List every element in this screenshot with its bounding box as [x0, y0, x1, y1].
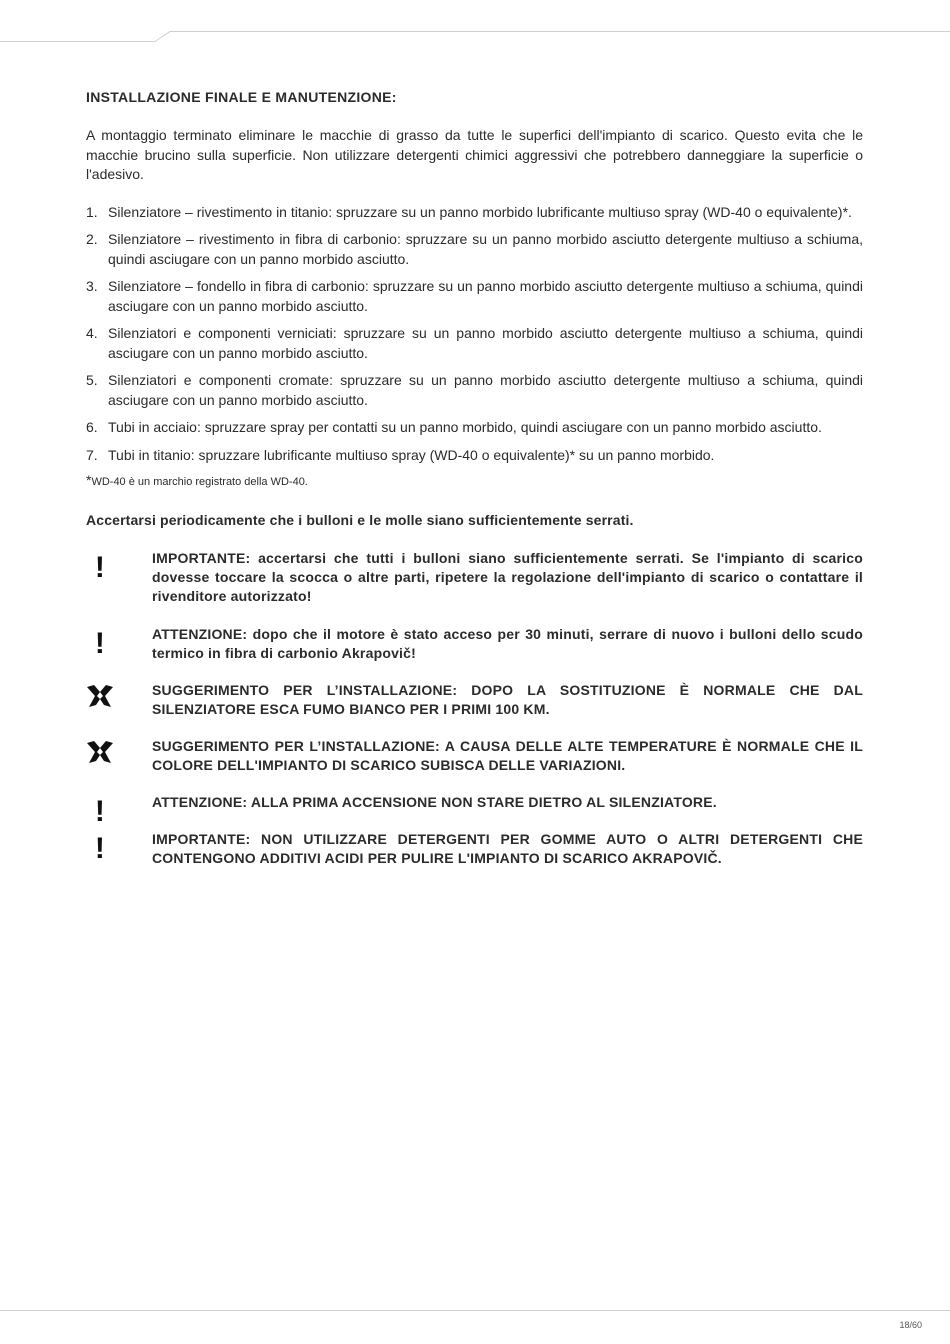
notice-important	[86, 549, 863, 606]
intro-paragraph: A montaggio terminato eliminare le macchie di grasso da tutte le superfici dell'impianto di scarico. Questo evita che le macchie brucino sulla superficie. Non utilizzare detergenti chimici aggressivi che potrebbero danneggiare la superficie o l'adesivo.	[86, 127, 863, 182]
exclamation-icon: !	[94, 832, 106, 865]
step-text: Silenziatore – fondello in fibra di carbonio: spruzzare su un panno morbido asciutto detergente multiuso a schiuma, quindi asciugare con un panno morbido asciutto.	[108, 278, 863, 314]
list-item	[86, 446, 863, 466]
step-text: Silenziatori e componenti verniciati: spruzzare su un panno morbido asciutto detergente multiuso a schiuma, quindi asciugare con un panno morbido asciutto.	[108, 325, 863, 361]
step-text: Silenziatore – rivestimento in titanio: spruzzare su un panno morbido lubrificante multiuso spray (WD-40 o equivalente)*.	[108, 203, 852, 220]
notice-text: SUGGERIMENTO PER L’INSTALLAZIONE: A CAUSA DELLE ALTE TEMPERATURE È NORMALE CHE IL COLORE DELL'IMPIANTO DI SCARICO SUBISCA DELLE VARIAZIONI.	[152, 738, 863, 773]
periodic-check-note: Accertarsi periodicamente che i bulloni e le molle siano sufficientemente serrati.	[86, 512, 634, 528]
page-content	[86, 88, 863, 868]
notice-attention	[86, 625, 863, 663]
step-number: 5.	[86, 372, 98, 388]
step-text: Silenziatori e componenti cromate: spruzzare su un panno morbido asciutto detergente multiuso a schiuma, quindi asciugare con un panno morbido asciutto.	[108, 372, 863, 408]
footer-rule	[0, 1310, 950, 1311]
list-item	[86, 277, 863, 316]
step-text: Tubi in acciaio: spruzzare spray per contatti su un panno morbido, quindi asciugare con un panno morbido asciutto.	[108, 419, 822, 435]
footnote-text: WD-40 è un marchio registrato della WD-40.	[91, 476, 308, 488]
notice-installation-tip	[86, 681, 863, 719]
step-number: 4.	[86, 325, 98, 341]
akrapovic-logo-icon	[86, 739, 114, 765]
notice-attention	[86, 793, 863, 828]
notice-text: SUGGERIMENTO PER L’INSTALLAZIONE: DOPO LA SOSTITUZIONE È NORMALE CHE DAL SILENZIATORE ESCA FUMO BIANCO PER I PRIMI 100 KM.	[152, 682, 863, 717]
step-number: 2.	[86, 231, 98, 247]
akrapovic-logo-icon	[86, 683, 114, 709]
list-item	[86, 418, 863, 438]
exclamation-icon: !	[94, 795, 106, 828]
step-text: Tubi in titanio: spruzzare lubrificante multiuso spray (WD-40 o equivalente)* su un panno morbido.	[108, 446, 715, 463]
list-item	[86, 230, 863, 269]
exclamation-icon: !	[94, 627, 106, 660]
notice-text: IMPORTANTE: accertarsi che tutti i bulloni siano sufficientemente serrati. Se l'impianto di scarico dovesse toccare la scocca o altre parti, ripetere la regolazione dell'impianto di scarico o contattare il rivenditore autorizzato!	[152, 550, 863, 604]
list-item	[86, 203, 863, 223]
section-title: INSTALLAZIONE FINALE E MANUTENZIONE:	[86, 89, 397, 105]
step-number: 6.	[86, 419, 98, 435]
step-text: Silenziatore – rivestimento in fibra di carbonio: spruzzare su un panno morbido asciutto detergente multiuso a schiuma, quindi asciugare con un panno morbido asciutto.	[108, 231, 863, 267]
header-rule	[0, 28, 950, 48]
footnote-star: *	[86, 472, 92, 488]
notice-important	[86, 830, 863, 868]
notice-text: IMPORTANTE: NON UTILIZZARE DETERGENTI PER GOMME AUTO O ALTRI DETERGENTI CHE CONTENGONO ADDITIVI ACIDI PER PULIRE L'IMPIANTO DI SCARICO AKRAPOVIČ.	[152, 831, 863, 866]
list-item	[86, 371, 863, 410]
step-number: 7.	[86, 446, 98, 463]
step-number: 3.	[86, 278, 98, 294]
page-number: 18/60	[899, 1320, 922, 1330]
step-number: 1.	[86, 203, 98, 220]
notice-text: ATTENZIONE: dopo che il motore è stato acceso per 30 minuti, serrare di nuovo i bulloni dello scudo termico in fibra di carbonio Akrapovič!	[152, 626, 863, 661]
maintenance-steps	[86, 203, 863, 466]
footnote	[86, 473, 863, 489]
notice-text: ATTENZIONE: ALLA PRIMA ACCENSIONE NON STARE DIETRO AL SILENZIATORE.	[152, 794, 717, 810]
notice-installation-tip	[86, 737, 863, 775]
exclamation-icon: !	[94, 551, 106, 584]
list-item	[86, 324, 863, 363]
